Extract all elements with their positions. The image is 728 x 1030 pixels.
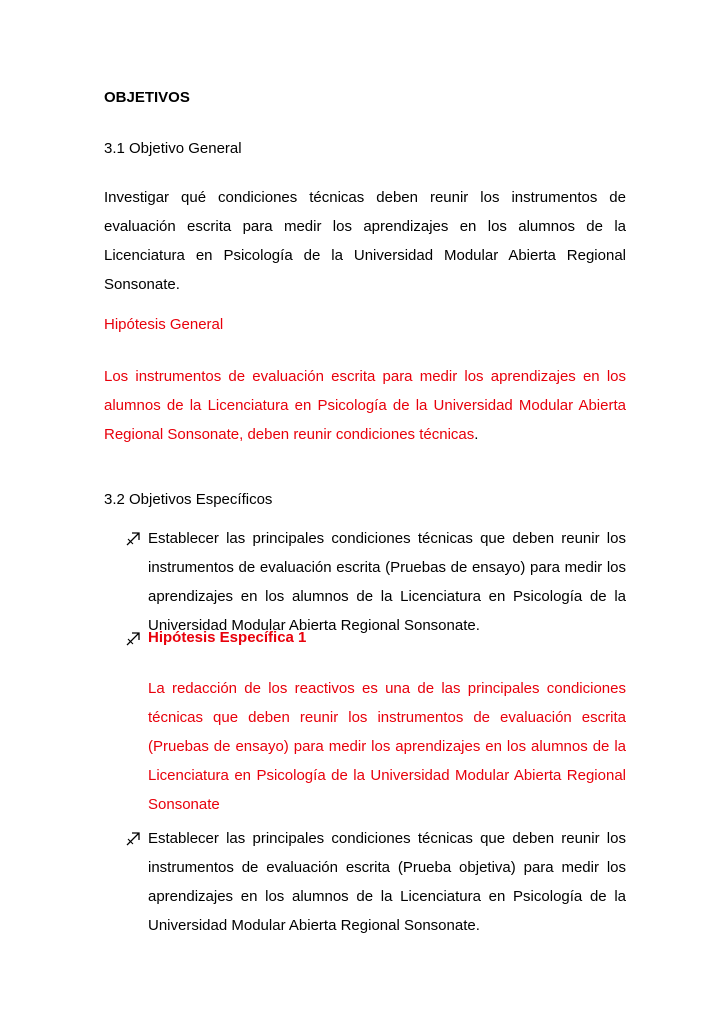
arrow-bullet-icon xyxy=(124,530,142,548)
list-item-line: Universidad Modular Abierta Regional Sonsonate. xyxy=(148,917,480,934)
list-item-line: instrumentos de evaluación escrita (Prueba objetiva) para medir los xyxy=(148,859,626,876)
page-title: OBJETIVOS xyxy=(104,89,190,106)
paragraph-line: evaluación escrita para medir los aprendizajes en los alumnos de la xyxy=(104,218,626,235)
paragraph-line: Sonsonate. xyxy=(104,276,180,293)
list-item-line: Establecer las principales condiciones técnicas que deben reunir los xyxy=(148,830,626,847)
arrow-bullet-icon xyxy=(124,630,142,648)
paragraph-line: Licenciatura en Psicología de la Universidad Modular Abierta Regional xyxy=(104,247,626,264)
paragraph-line: Investigar qué condiciones técnicas deben reunir los instrumentos de xyxy=(104,189,626,206)
list-item-line: aprendizajes en los alumnos de la Licenciatura en Psicología de la xyxy=(148,588,626,605)
hypothesis-general-paragraph xyxy=(104,362,626,449)
paragraph-text: Regional Sonsonate, deben reunir condiciones técnicas xyxy=(104,426,475,443)
paragraph-end-punct: . xyxy=(474,426,479,443)
section-specific-title: 3.2 Objetivos Específicos xyxy=(104,491,273,508)
list-item-line: Licenciatura en Psicología de la Universidad Modular Abierta Regional xyxy=(148,767,626,784)
list-item-line: Establecer las principales condiciones técnicas que deben reunir los xyxy=(148,530,626,547)
list-item xyxy=(104,824,626,944)
list-item-text xyxy=(148,524,626,640)
section-general-paragraph xyxy=(104,183,626,299)
hypothesis-specific-paragraph xyxy=(148,674,626,819)
section-general-title: 3.1 Objetivo General xyxy=(104,140,242,157)
list-item xyxy=(104,524,626,644)
list-item-line: Sonsonate xyxy=(148,796,220,813)
list-item-line: técnicas que deben reunir los instrumentos de evaluación escrita xyxy=(148,709,626,726)
hypothesis-specific-title: Hipótesis Específica 1 xyxy=(148,629,307,646)
list-item-line: (Pruebas de ensayo) para medir los aprendizajes en los alumnos de la xyxy=(148,738,626,755)
list-item xyxy=(104,627,626,817)
list-item-line: Universidad Modular Abierta Regional Sonsonate. xyxy=(148,617,480,634)
hypothesis-general-title: Hipótesis General xyxy=(104,316,224,333)
list-item-line: La redacción de los reactivos es una de las principales condiciones xyxy=(148,680,626,697)
paragraph-line xyxy=(104,420,626,449)
paragraph-line: Los instrumentos de evaluación escrita para medir los aprendizajes en los xyxy=(104,368,626,385)
list-item-line: instrumentos de evaluación escrita (Pruebas de ensayo) para medir los xyxy=(148,559,626,576)
list-item-line: aprendizajes en los alumnos de la Licenciatura en Psicología de la xyxy=(148,888,626,905)
list-item-text xyxy=(148,824,626,940)
arrow-bullet-icon xyxy=(124,830,142,848)
paragraph-line: alumnos de la Licenciatura en Psicología de la Universidad Modular Abierta xyxy=(104,397,626,414)
